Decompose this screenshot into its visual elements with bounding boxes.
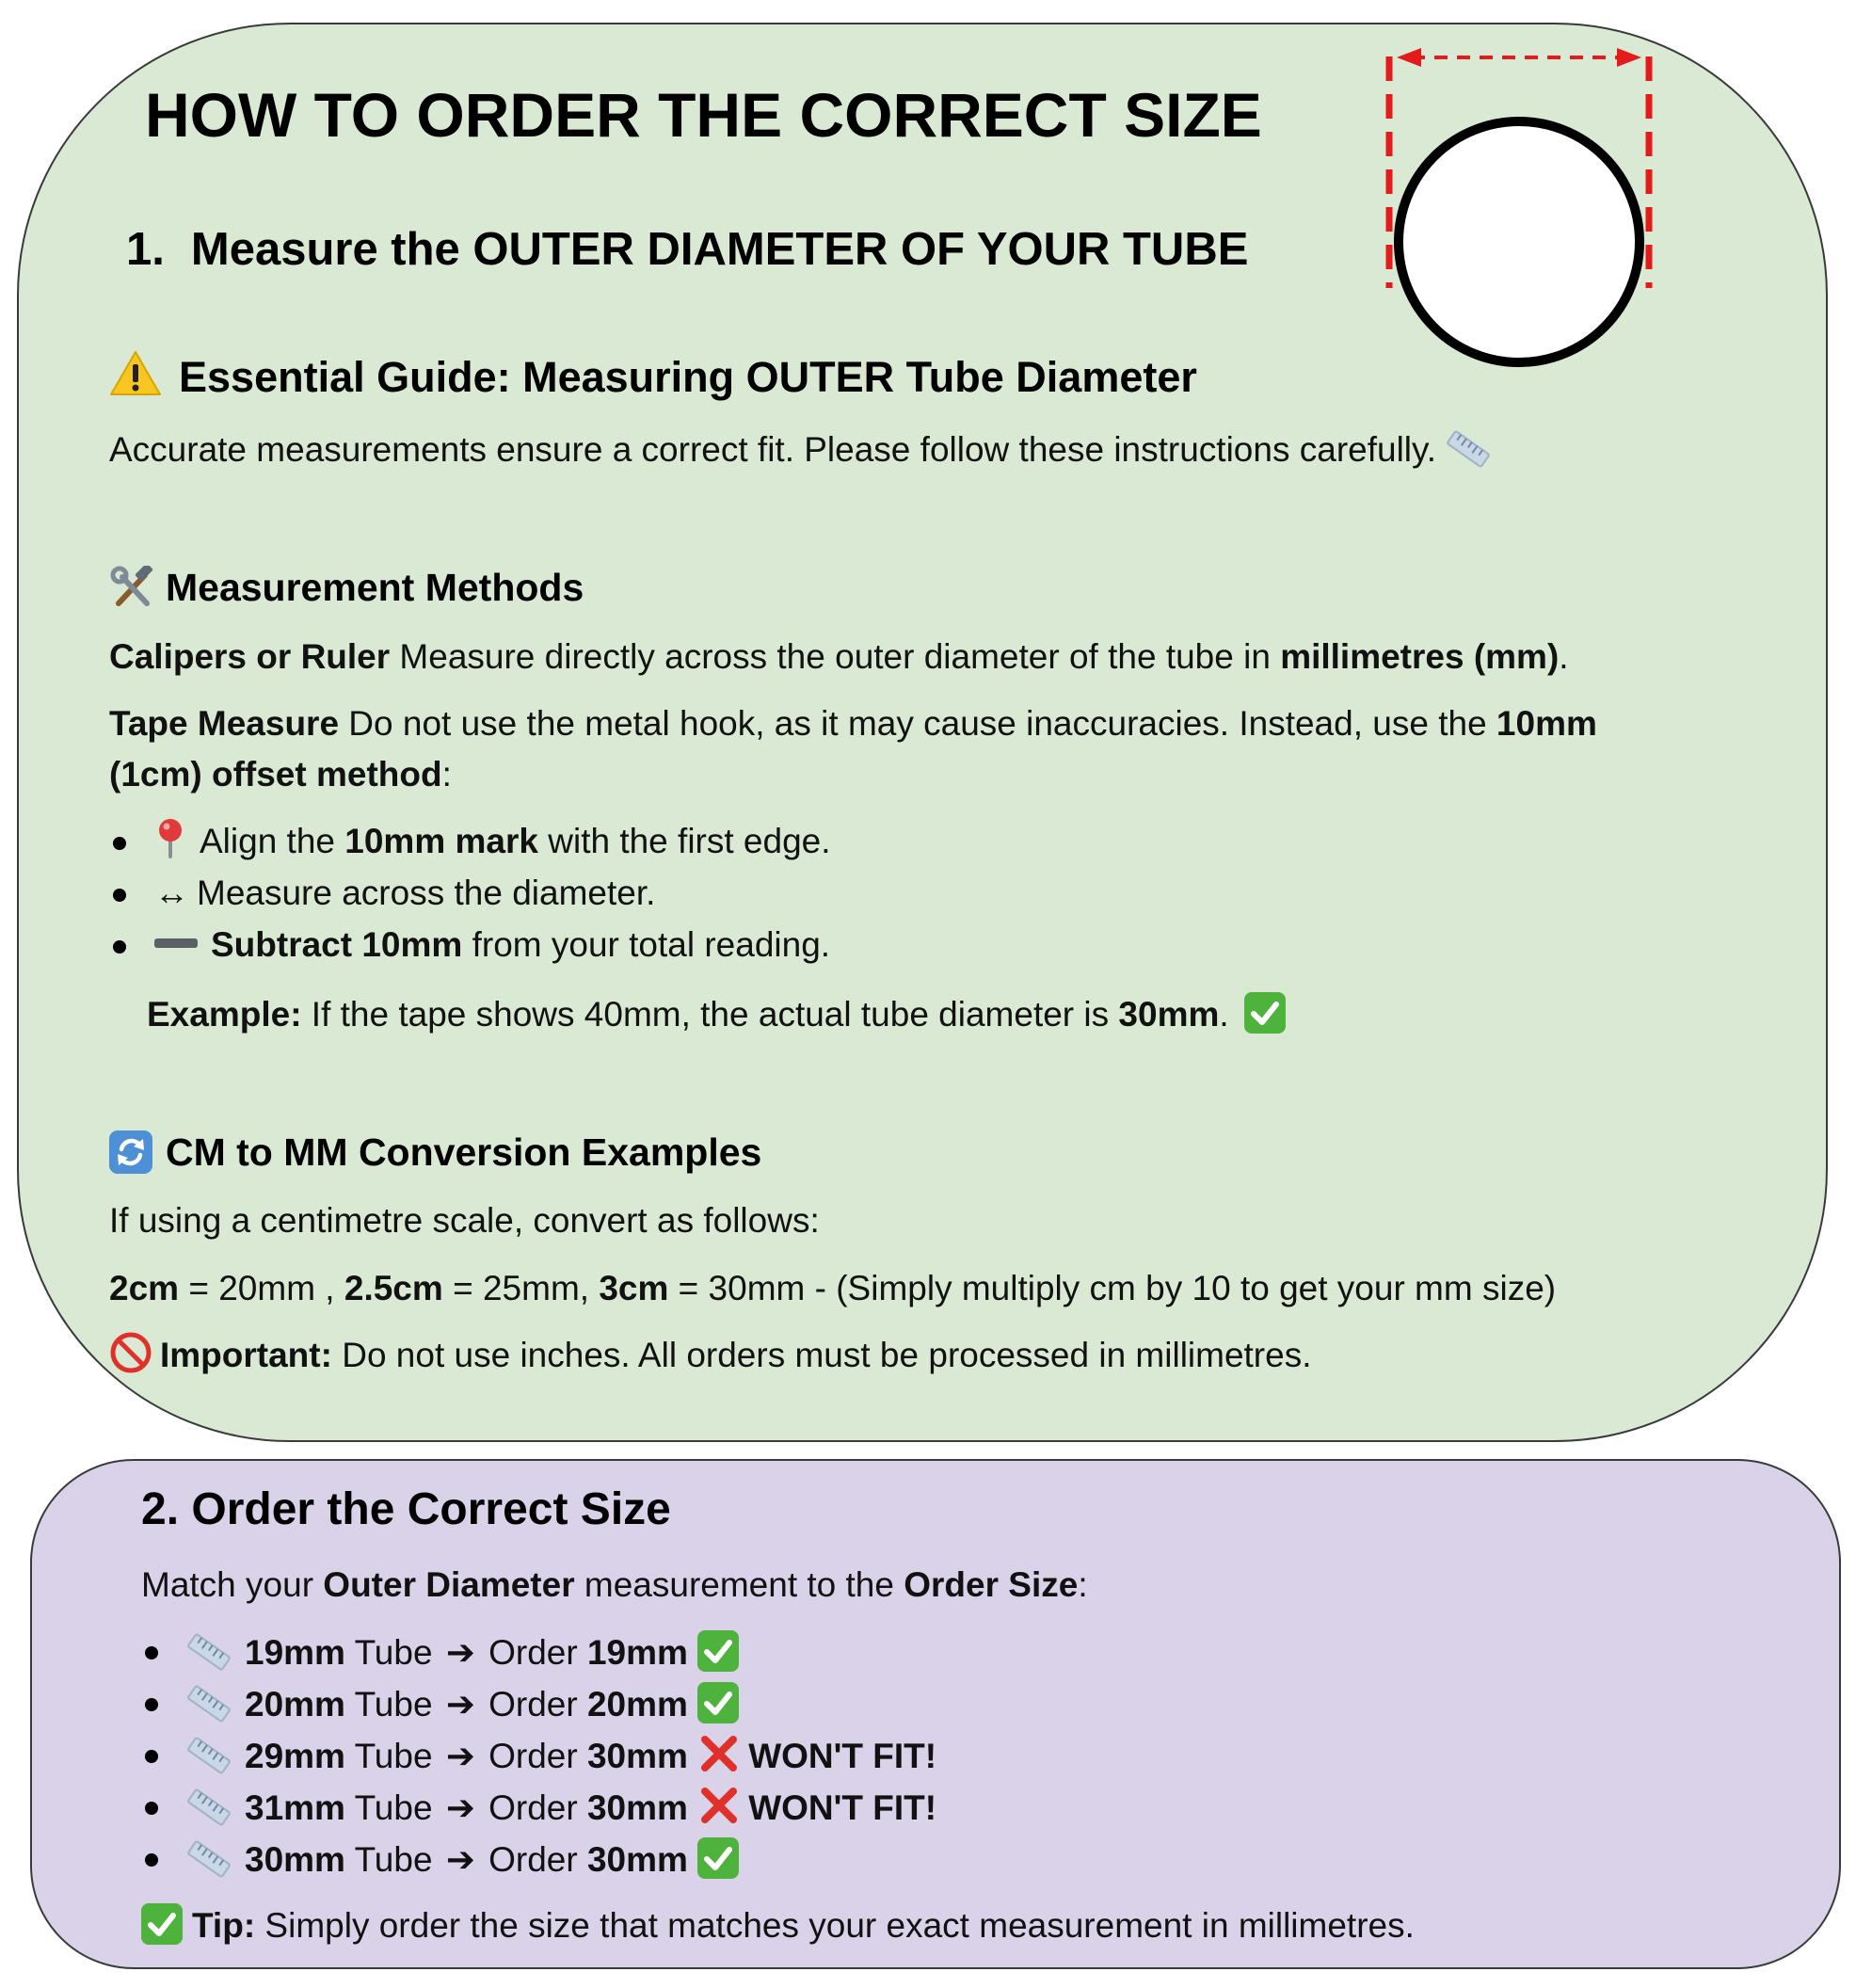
tube-diameter-diagram xyxy=(1374,41,1656,380)
right-arrow-icon: ➔ xyxy=(445,1840,475,1879)
step2-intro: Match your Outer Diameter measurement to the Order Size: xyxy=(141,1565,1088,1604)
size-list xyxy=(141,1627,936,1885)
arrowhead-left-icon xyxy=(1397,48,1421,67)
size-row: 29mm Tube ➔ Order 30mm WON'T FIT! xyxy=(141,1730,936,1782)
check-mark-icon xyxy=(697,1682,739,1723)
step1-text: Measure the OUTER DIAMETER OF YOUR TUBE xyxy=(190,224,1249,275)
refresh-icon xyxy=(109,1130,152,1174)
check-mark-icon xyxy=(1244,992,1286,1034)
arrowhead-right-icon xyxy=(1617,48,1641,67)
left-right-arrow-icon: ↔ xyxy=(154,874,189,912)
list-item: Subtract 10mm from your total reading. xyxy=(109,921,831,972)
size-row: 30mm Tube ➔ Order 30mm xyxy=(141,1834,936,1885)
tape-method: Tape Measure Do not use the metal hook, as it may cause inaccuracies. Instead, use the 10mm xyxy=(109,704,1597,743)
prohibited-icon xyxy=(109,1331,152,1387)
important-note: Important: Do not use inches. All orders must be processed in millimetres. xyxy=(109,1331,1312,1387)
list-item: Align the 10mm mark with the first edge. xyxy=(109,817,831,869)
check-mark-icon xyxy=(141,1903,183,1945)
tape-steps-list xyxy=(109,817,831,972)
list-item: ↔ Measure across the diameter. xyxy=(109,869,831,921)
hammer-wrench-icon xyxy=(109,566,152,609)
guide-heading: Essential Guide: Measuring OUTER Tube Diameter xyxy=(109,350,1197,409)
cross-mark-icon xyxy=(697,1784,741,1841)
conversion-examples: 2cm = 20mm , 2.5cm = 25mm, 3cm = 30mm - (Simply multiply cm by 10 to get your mm size) xyxy=(109,1269,1557,1307)
methods-heading: Measurement Methods xyxy=(109,563,584,612)
minus-icon xyxy=(154,938,198,948)
conversion-heading: CM to MM Conversion Examples xyxy=(109,1128,761,1177)
page-title: HOW TO ORDER THE CORRECT SIZE xyxy=(145,80,1262,150)
step2-heading: 2. Order the Correct Size xyxy=(141,1484,671,1534)
check-mark-icon xyxy=(697,1630,739,1672)
tape-method-line2: (1cm) offset method: xyxy=(109,755,452,794)
size-row: 19mm Tube ➔ Order 19mm xyxy=(141,1627,936,1678)
right-arrow-icon: ➔ xyxy=(445,1737,475,1775)
ruler-icon xyxy=(1446,429,1491,482)
step1-heading xyxy=(126,222,1248,277)
ruler-icon xyxy=(186,1839,232,1893)
step1-number: 1. xyxy=(126,224,165,275)
example-text: Example: If the tape shows 40mm, the actual tube diameter is 30mm. xyxy=(147,990,1286,1039)
tube-cross-section xyxy=(1399,121,1640,362)
size-row: 31mm Tube ➔ Order 30mm WON'T FIT! xyxy=(141,1782,936,1834)
check-mark-icon xyxy=(697,1837,739,1879)
cross-mark-icon xyxy=(697,1732,741,1789)
right-arrow-icon: ➔ xyxy=(445,1788,475,1827)
size-row: 20mm Tube ➔ Order 20mm xyxy=(141,1678,936,1730)
tip-note: Tip: Simply order the size that matches your exact measurement in millimetres. xyxy=(141,1901,1415,1950)
conversion-intro: If using a centimetre scale, convert as follows: xyxy=(109,1201,820,1240)
right-arrow-icon: ➔ xyxy=(445,1685,475,1723)
calipers-method: Calipers or Ruler Measure directly across the outer diameter of the tube in millimetres (mm). xyxy=(109,637,1569,676)
guide-intro: Accurate measurements ensure a correct fit. Please follow these instructions carefully. xyxy=(109,425,1491,482)
pin-icon xyxy=(154,817,186,872)
warning-icon xyxy=(109,350,162,409)
right-arrow-icon: ➔ xyxy=(445,1633,475,1672)
